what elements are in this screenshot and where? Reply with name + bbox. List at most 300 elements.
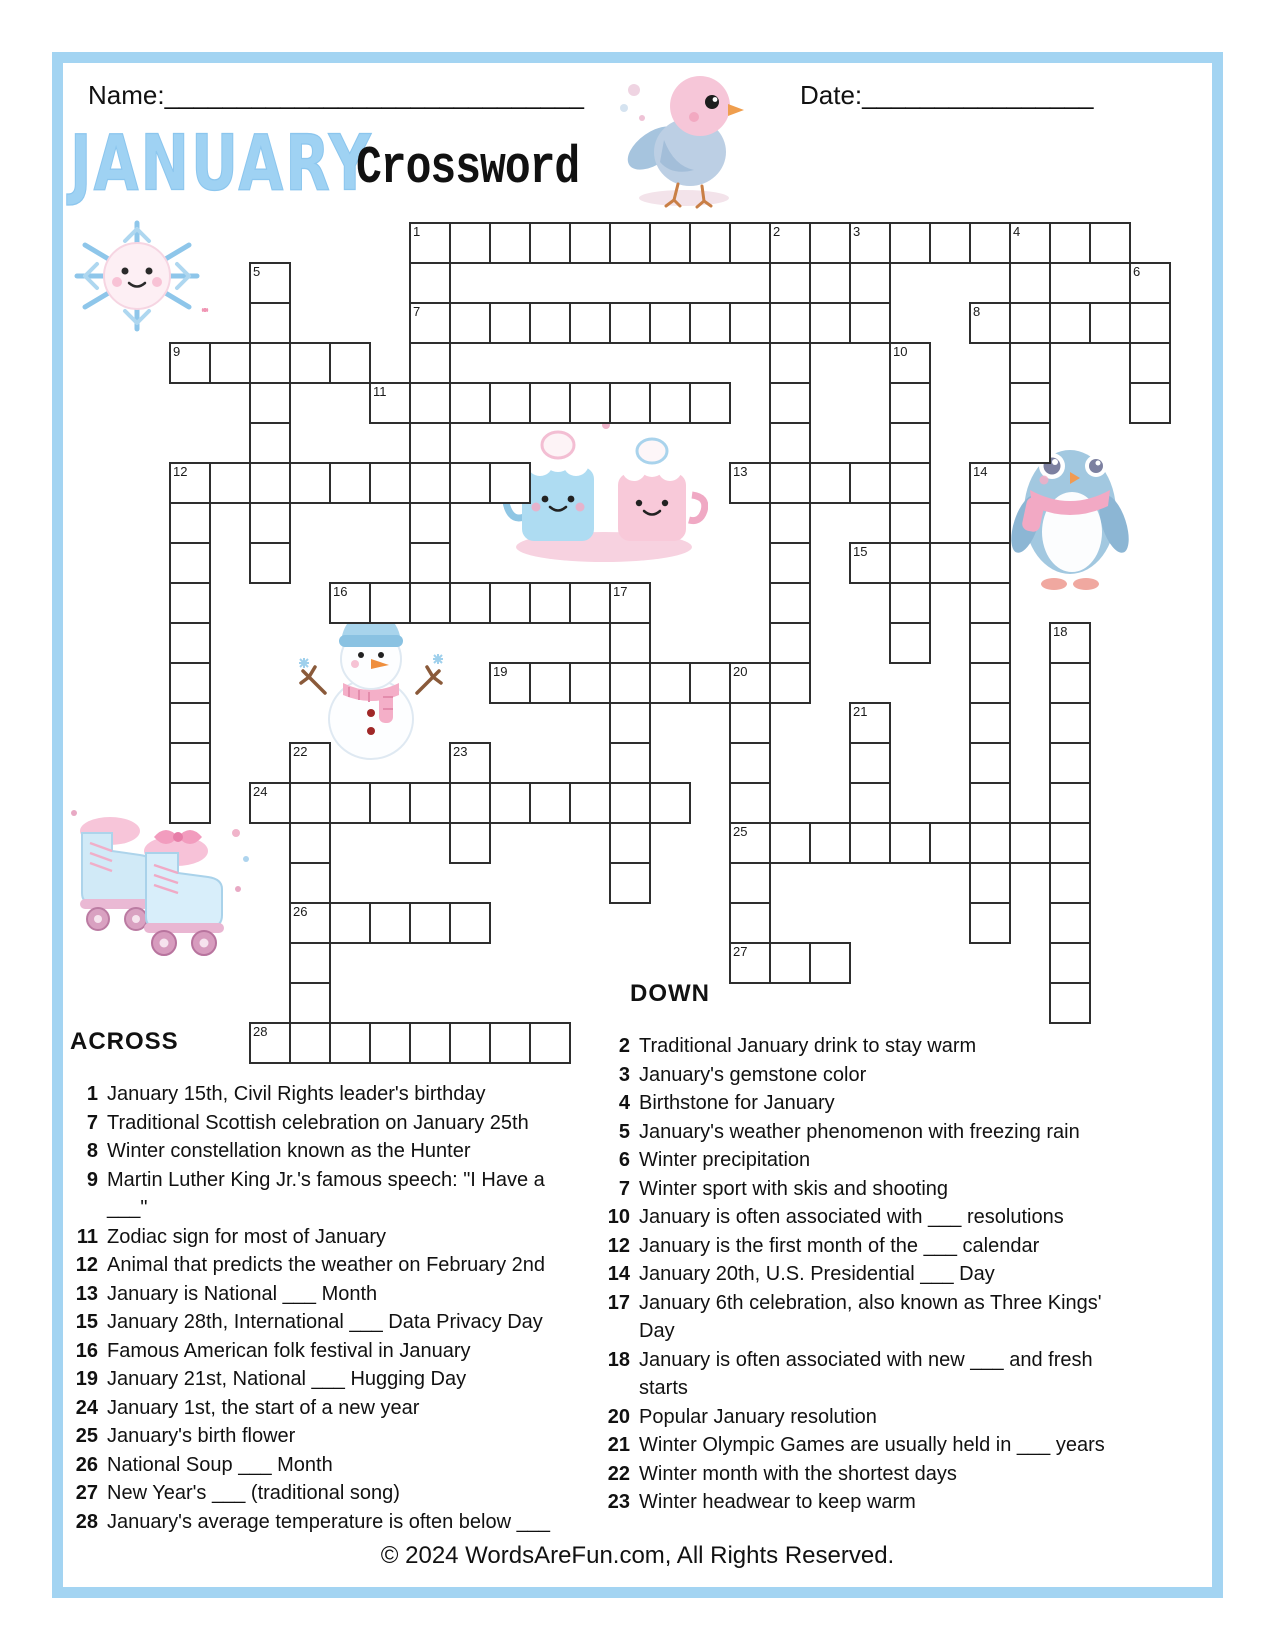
grid-cell[interactable] [689,382,731,424]
grid-cell[interactable] [449,1022,491,1064]
grid-cell[interactable] [249,782,291,824]
grid-cell[interactable] [1049,942,1091,984]
grid-cell[interactable] [1089,222,1131,264]
grid-cell[interactable] [729,782,771,824]
grid-cell[interactable] [849,302,891,344]
grid-cell[interactable] [489,662,531,704]
clue-number: 27 [75,1482,98,1504]
grid-cell[interactable] [169,582,211,624]
grid-cell[interactable] [409,902,451,944]
grid-cell[interactable] [1049,742,1091,784]
grid-cell[interactable] [209,462,251,504]
copyright-footer: © 2024 WordsAreFun.com, All Rights Reserved. [380,1542,895,1569]
grid-cell[interactable] [169,542,211,584]
grid-cell[interactable] [489,302,531,344]
clue-number: 22 [607,1462,630,1485]
clue-item [592,1118,1112,1147]
clue-number: 4 [618,1092,630,1114]
grid-cell[interactable] [449,382,491,424]
grid-cell[interactable] [769,582,811,624]
cell-number: 20 [733,664,748,679]
grid-cell[interactable] [289,822,331,864]
grid-cell[interactable] [489,382,531,424]
clue-text: January 28th, International ___ Data Privacy Day [107,1311,543,1333]
grid-cell[interactable] [769,502,811,544]
grid-cell[interactable] [849,742,891,784]
grid-cell[interactable] [249,342,291,384]
grid-cell[interactable] [249,542,291,584]
grid-cell[interactable] [1049,262,1131,304]
grid-cell[interactable] [249,302,291,344]
grid-cell[interactable] [1009,222,1051,264]
grid-cell[interactable] [849,822,891,864]
grid-cell[interactable] [449,782,491,824]
grid-cell[interactable] [729,902,771,944]
grid-cell[interactable] [409,302,451,344]
cell-number: 7 [413,304,421,319]
cell-number: 24 [253,784,268,799]
grid-cell[interactable] [1009,422,1051,464]
grid-cell[interactable] [729,462,771,504]
grid-cell[interactable] [289,742,331,784]
grid-cell[interactable] [889,462,931,504]
grid-cell[interactable] [569,662,611,704]
grid-cell[interactable] [689,662,731,704]
clue-text: Zodiac sign for most of January [107,1225,387,1248]
clue-text: Traditional Scottish celebration on January 25th [107,1111,529,1134]
grid-cell[interactable] [409,462,451,504]
grid-cell[interactable] [329,902,371,944]
grid-cell[interactable] [489,782,531,824]
clue-item [592,1431,1112,1460]
grid-cell[interactable] [249,502,291,544]
grid-cell[interactable] [489,582,531,624]
clue-number: 26 [75,1453,98,1476]
grid-cell[interactable] [649,662,691,704]
grid-cell[interactable] [1049,902,1091,944]
clue-number: 12 [75,1254,98,1276]
grid-cell[interactable] [809,222,851,264]
grid-cell[interactable] [369,902,411,944]
clue-number: 16 [75,1339,98,1362]
date-label: Date: [800,80,863,110]
clue-number: 20 [607,1405,630,1428]
grid-cell[interactable] [409,342,451,384]
grid-cell[interactable] [529,222,571,264]
grid-cell[interactable] [449,742,491,784]
clue-number: 9 [86,1168,98,1191]
grid-cell[interactable] [769,302,811,344]
grid-cell[interactable] [649,382,691,424]
grid-cell[interactable] [969,302,1011,344]
grid-cell[interactable] [889,342,931,384]
grid-cell[interactable] [369,1022,411,1064]
grid-cell[interactable] [489,222,531,264]
cell-number: 26 [293,904,308,919]
grid-cell[interactable] [889,222,931,264]
cell-number: 21 [853,704,868,719]
grid-cell[interactable] [769,462,811,504]
grid-cell[interactable] [969,502,1011,544]
grid-cell[interactable] [769,942,811,984]
name-blank-line[interactable]: _____________________________ [164,80,584,110]
grid-cell[interactable] [1049,782,1091,824]
clue-text: January's gemstone color [639,1063,867,1086]
grid-cell[interactable] [769,222,811,264]
grid-cell[interactable] [609,302,651,344]
grid-cell[interactable] [249,262,291,304]
grid-cell[interactable] [329,1022,371,1064]
clue-item [592,1061,1112,1090]
grid-cell[interactable] [609,742,651,784]
grid-cell[interactable] [449,302,491,344]
down-clues-list [592,1032,1112,1517]
grid-cell[interactable] [929,822,971,864]
grid-cell[interactable] [249,462,291,504]
grid-cell[interactable] [769,822,811,864]
clue-item [592,1403,1112,1432]
grid-cell[interactable] [609,382,651,424]
grid-cell[interactable] [409,782,451,824]
grid-cell[interactable] [529,662,571,704]
cell-number: 16 [333,584,348,599]
grid-cell[interactable] [929,542,971,584]
grid-cell[interactable] [249,382,291,424]
cell-number: 28 [253,1024,268,1039]
grid-cell[interactable] [529,302,571,344]
grid-cell[interactable] [529,1022,571,1064]
clue-text: New Year's ___ (traditional song) [107,1482,400,1504]
clue-text: January 20th, U.S. Presidential ___ Day [639,1263,995,1285]
clue-text: Winter month with the shortest days [639,1462,957,1485]
grid-cell[interactable] [1129,382,1171,424]
clue-number: 28 [75,1510,98,1533]
grid-cell[interactable] [729,302,771,344]
grid-cell[interactable] [849,782,891,824]
cell-number: 27 [733,944,748,959]
cell-number: 1 [413,224,421,239]
grid-cell[interactable] [569,382,611,424]
grid-cell[interactable] [969,742,1011,784]
grid-cell[interactable] [809,462,851,504]
grid-cell[interactable] [969,702,1011,744]
clue-text: January is National ___ Month [107,1282,378,1305]
grid-cell[interactable] [289,1022,331,1064]
grid-cell[interactable] [169,742,211,784]
grid-cell[interactable] [769,382,811,424]
grid-cell[interactable] [169,662,211,704]
grid-cell[interactable] [1049,702,1091,744]
grid-cell[interactable] [969,822,1011,864]
clue-number: 10 [607,1206,630,1228]
clue-text: Martin Luther King Jr.'s famous speech: "I Have a ___" [107,1168,545,1219]
grid-cell[interactable] [969,542,1011,584]
clue-item [60,1080,565,1109]
grid-cell[interactable] [449,462,491,504]
grid-cell[interactable] [609,702,651,744]
clue-number: 7 [618,1177,630,1200]
grid-cell[interactable] [369,582,411,624]
grid-cell[interactable] [409,1022,451,1064]
grid-cell[interactable] [849,702,891,744]
grid-cell[interactable] [409,222,451,264]
grid-cell[interactable] [1129,302,1171,344]
grid-cell[interactable] [889,582,931,624]
clue-item [60,1308,565,1337]
clue-item [60,1508,565,1537]
clue-number: 17 [607,1291,630,1314]
grid-cell[interactable] [1009,822,1051,864]
cell-number: 3 [853,224,861,239]
grid-cell[interactable] [729,942,771,984]
grid-cell[interactable] [609,582,651,624]
grid-cell[interactable] [489,462,531,504]
clue-number: 11 [76,1225,98,1248]
clue-item [60,1223,565,1252]
clue-text: Birthstone for January [639,1092,835,1114]
grid-cell[interactable] [329,582,371,624]
grid-cell[interactable] [969,902,1011,944]
cell-number: 12 [173,464,188,479]
grid-cell[interactable] [169,782,211,824]
grid-cell[interactable] [1049,622,1091,664]
clue-number: 24 [75,1396,98,1419]
cell-number: 22 [293,744,308,759]
clue-text: Winter constellation known as the Hunter [107,1140,471,1162]
grid-cell[interactable] [1049,662,1091,704]
clue-number: 12 [607,1234,630,1257]
clue-number: 21 [607,1434,630,1456]
grid-cell[interactable] [969,222,1011,264]
grid-cell[interactable] [849,542,891,584]
grid-cell[interactable] [1009,342,1051,384]
grid-cell[interactable] [609,862,651,904]
date-blank-line[interactable]: ________________ [862,80,1094,110]
grid-cell[interactable] [729,822,771,864]
grid-cell[interactable] [969,862,1011,904]
cell-number: 15 [853,544,868,559]
cell-number: 8 [973,304,981,319]
clue-text: Traditional January drink to stay warm [639,1035,977,1057]
grid-cell[interactable] [729,222,771,264]
clue-number: 6 [618,1149,630,1171]
clue-text: January's average temperature is often below ___ [107,1510,550,1533]
grid-cell[interactable] [1089,302,1131,344]
grid-cell[interactable] [169,622,211,664]
grid-cell[interactable] [689,222,731,264]
date-field[interactable] [800,80,1094,111]
clue-number: 25 [75,1425,98,1447]
grid-cell[interactable] [409,422,451,464]
grid-cell[interactable] [329,342,371,384]
clue-item [60,1451,565,1480]
grid-cell[interactable] [609,222,651,264]
grid-cell[interactable] [1049,822,1091,864]
grid-cell[interactable] [1009,382,1051,424]
grid-cell[interactable] [649,222,691,264]
grid-cell[interactable] [209,342,251,384]
cell-number: 10 [893,344,908,359]
grid-cell[interactable] [809,942,851,984]
grid-cell[interactable] [289,862,331,904]
name-field[interactable] [88,80,584,111]
clue-item [592,1175,1112,1204]
grid-cell[interactable] [889,542,931,584]
grid-cell[interactable] [289,462,331,504]
down-header: DOWN [630,980,710,1007]
grid-cell[interactable] [609,622,651,664]
grid-cell[interactable] [289,902,331,944]
grid-cell[interactable] [889,382,931,424]
grid-cell[interactable] [649,302,691,344]
grid-cell[interactable] [969,582,1011,624]
clue-item [60,1251,565,1280]
grid-cell[interactable] [849,262,891,304]
grid-cell[interactable] [449,822,491,864]
grid-cell[interactable] [809,822,851,864]
clue-item [592,1346,1112,1403]
title-crossword: Crossword [356,138,580,198]
title-january: JANUARY [70,118,373,208]
grid-cell[interactable] [289,342,331,384]
grid-cell[interactable] [529,782,571,824]
grid-cell[interactable] [529,582,571,624]
grid-cell[interactable] [569,302,611,344]
grid-cell[interactable] [769,422,811,464]
grid-cell[interactable] [1009,302,1051,344]
grid-cell[interactable] [609,822,651,864]
grid-cell[interactable] [889,422,931,464]
grid-cell[interactable] [249,422,291,464]
cell-number: 14 [973,464,988,479]
grid-cell[interactable] [369,382,411,424]
clue-text: Popular January resolution [639,1405,877,1428]
grid-cell[interactable] [769,622,811,664]
grid-cell[interactable] [649,782,691,824]
clue-number: 23 [607,1491,630,1513]
grid-cell[interactable] [1049,302,1091,344]
cell-number: 18 [1053,624,1068,639]
grid-cell[interactable] [569,582,611,624]
grid-cell[interactable] [769,262,811,304]
grid-cell[interactable] [569,782,611,824]
grid-cell[interactable] [729,742,771,784]
grid-cell[interactable] [409,542,451,584]
clue-item [592,1146,1112,1175]
clue-text: January is the first month of the ___ calendar [639,1234,1040,1257]
grid-cell[interactable] [729,662,771,704]
grid-cell[interactable] [849,222,891,264]
grid-cell[interactable] [1009,262,1051,304]
grid-cell[interactable] [889,622,931,664]
clue-number: 18 [607,1348,630,1371]
grid-cell[interactable] [809,302,851,344]
grid-cell[interactable] [889,822,931,864]
grid-cell[interactable] [769,342,811,384]
cell-number: 23 [453,744,468,759]
clue-text: January 15th, Civil Rights leader's birthday [107,1083,486,1105]
grid-cell[interactable] [409,382,451,424]
grid-cell[interactable] [1049,222,1091,264]
grid-cell[interactable] [849,462,891,504]
clue-text: January's birth flower [107,1425,296,1447]
cell-number: 11 [373,384,387,399]
clue-number: 1 [86,1083,98,1105]
grid-cell[interactable] [409,502,451,544]
grid-cell[interactable] [769,662,811,704]
grid-cell[interactable] [969,622,1011,664]
grid-cell[interactable] [609,782,651,824]
grid-cell[interactable] [769,542,811,584]
clue-number: 7 [86,1111,98,1134]
grid-cell[interactable] [169,502,211,544]
clue-item [592,1089,1112,1118]
clue-item [60,1137,565,1166]
grid-cell[interactable] [489,1022,531,1064]
grid-cell[interactable] [449,222,491,264]
clue-item [60,1280,565,1309]
grid-cell[interactable] [449,902,491,944]
grid-cell[interactable] [569,222,611,264]
grid-cell[interactable] [969,782,1011,824]
clue-text: Winter precipitation [639,1149,811,1171]
clue-text: January 21st, National ___ Hugging Day [107,1368,467,1390]
grid-cell[interactable] [729,702,771,744]
clue-item [592,1460,1112,1489]
grid-cell[interactable] [609,662,651,704]
clue-item [592,1289,1112,1346]
grid-cell[interactable] [329,782,371,824]
grid-cell[interactable] [409,262,451,304]
clue-item [592,1488,1112,1517]
grid-cell[interactable] [249,1022,291,1064]
grid-cell[interactable] [1049,982,1091,1024]
grid-cell[interactable] [969,462,1011,504]
cell-number: 2 [773,224,781,239]
clue-number: 14 [607,1263,630,1285]
cell-number: 25 [733,824,748,839]
grid-cell[interactable] [929,222,971,264]
clue-item [60,1479,565,1508]
grid-cell[interactable] [529,382,571,424]
grid-cell[interactable] [1049,862,1091,904]
grid-cell[interactable] [449,582,491,624]
grid-cell[interactable] [729,862,771,904]
grid-cell[interactable] [169,342,211,384]
grid-cell[interactable] [969,662,1011,704]
grid-cell[interactable] [169,702,211,744]
clue-text: January's weather phenomenon with freezing rain [639,1120,1080,1143]
grid-cell[interactable] [169,462,211,504]
clue-number: 19 [75,1368,98,1390]
clue-item [60,1365,565,1394]
grid-cell[interactable] [1129,342,1171,384]
across-header: ACROSS [70,1028,179,1055]
grid-cell[interactable] [369,782,411,824]
grid-cell[interactable] [889,502,931,544]
grid-cell[interactable] [289,942,331,984]
grid-cell[interactable] [1129,262,1171,304]
grid-cell[interactable] [289,982,331,1024]
grid-cell[interactable] [329,462,371,504]
grid-cell[interactable] [689,302,731,344]
clue-number: 8 [86,1140,98,1162]
grid-cell[interactable] [289,782,331,824]
across-clues-list [60,1080,565,1536]
grid-cell[interactable] [369,462,411,504]
grid-cell[interactable] [409,582,451,624]
clue-text: Winter Olympic Games are usually held in ___ years [639,1434,1105,1456]
